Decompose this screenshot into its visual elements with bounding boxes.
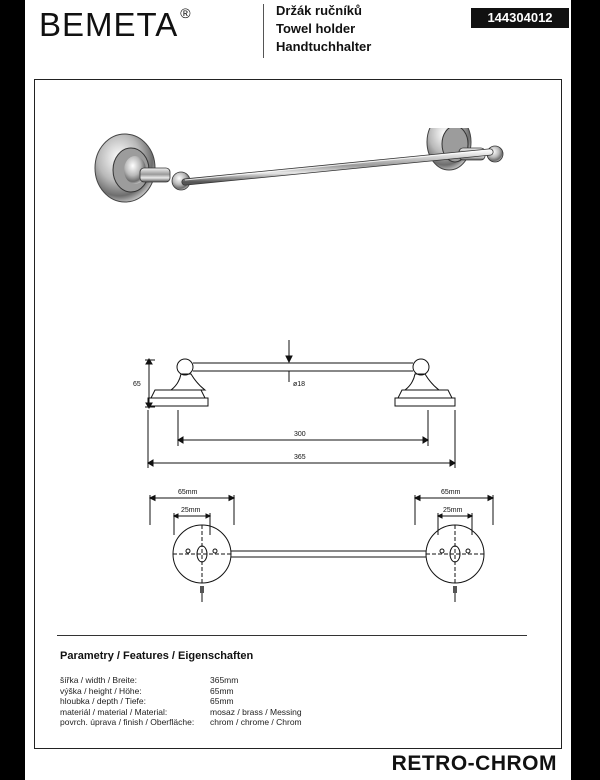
product-names — [276, 2, 371, 56]
technical-drawing — [115, 330, 505, 620]
dim-height: 65 — [133, 381, 141, 388]
dim-plate-left: 65mm — [178, 489, 198, 496]
title-en: Towel holder — [276, 21, 356, 36]
brand-mark: ® — [180, 5, 192, 21]
params-table — [60, 675, 302, 728]
section-divider — [57, 635, 527, 636]
param-key: výška / height / Höhe: — [60, 685, 142, 696]
dim-outer: 365 — [294, 454, 306, 461]
dim-holes-right: 25mm — [443, 507, 463, 514]
param-value: 365mm — [210, 675, 239, 685]
dim-inner: 300 — [294, 431, 306, 438]
param-row — [60, 675, 302, 686]
param-row — [60, 696, 302, 707]
param-row — [60, 686, 302, 697]
dim-holes-left: 25mm — [181, 507, 201, 514]
params-title: Parametry / Features / Eigenschaften — [60, 650, 254, 662]
param-value: 65mm — [210, 696, 234, 706]
product-code-badge: 144304012 — [471, 8, 569, 28]
top-view — [150, 489, 493, 602]
product-photo — [85, 128, 525, 278]
param-key: povrch. úprava / finish / Oberfläche: — [60, 717, 195, 727]
title-de: Handtuchhalter — [276, 39, 372, 54]
param-value: mosaz / brass / Messing — [210, 706, 302, 717]
param-key: hloubka / depth / Tiefe: — [60, 696, 147, 706]
param-key: šířka / width / Breite: — [60, 675, 137, 685]
param-row — [60, 707, 302, 718]
brand-logo — [39, 0, 192, 44]
dim-plate-right: 65mm — [441, 489, 461, 496]
title-cz: Držák ručníků — [276, 3, 362, 18]
dim-diameter: ø18 — [293, 381, 306, 388]
header-divider — [263, 4, 264, 58]
product-series: RETRO-CHROM — [391, 752, 557, 775]
param-value: chrom / chrome / Chrom — [210, 717, 302, 727]
left-mount-photo — [95, 134, 190, 202]
side-view — [133, 340, 455, 468]
param-row — [60, 717, 302, 728]
param-key: materiál / material / Material: — [60, 706, 168, 717]
product-sheet — [25, 0, 571, 780]
param-value: 65mm — [210, 685, 234, 696]
brand-name: BEMETA — [39, 6, 179, 43]
